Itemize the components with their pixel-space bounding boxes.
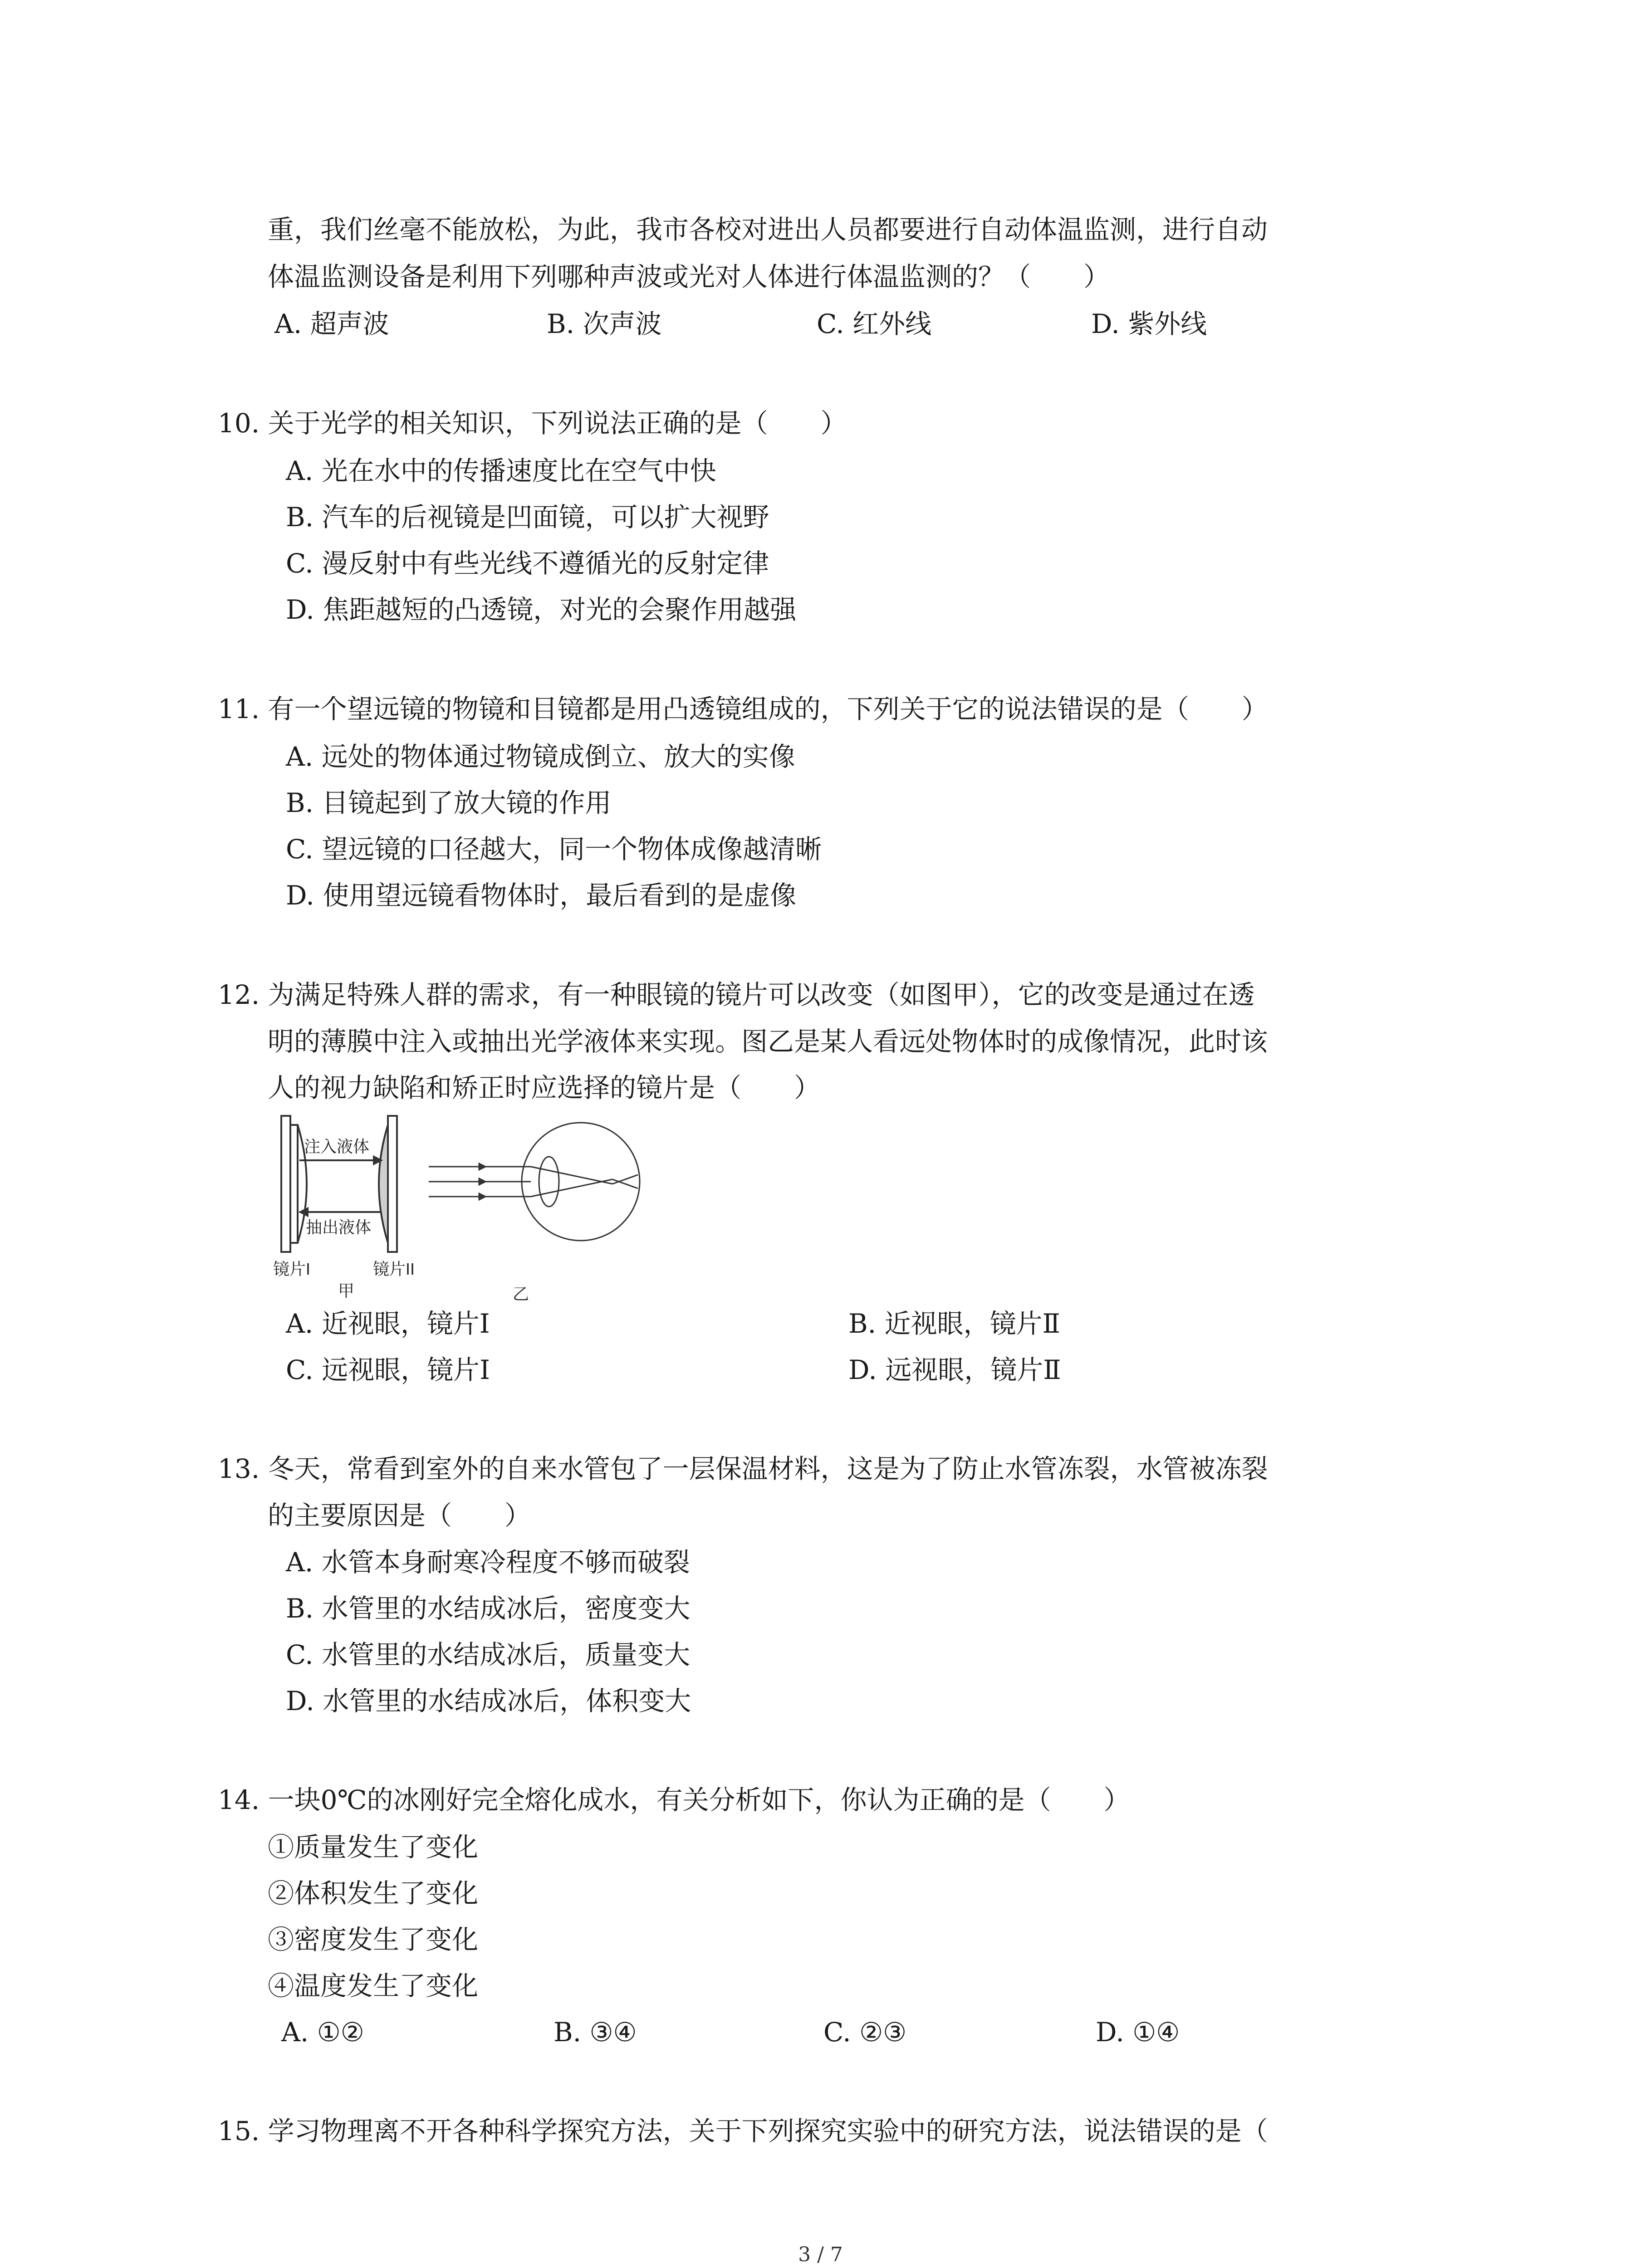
q11-option-d: D. 使用望远镜看物体时，最后看到的是虚像 [286,880,797,911]
lens-1-label: 镜片I [273,1260,311,1278]
q12-option-a: A. 近视眼，镜片Ⅰ [286,1308,490,1339]
q9-text-line-2: 体温监测设备是利用下列哪种声波或光对人体进行体温监测的？（ ） [268,261,1110,292]
q9-option-b: B. 次声波 [547,308,662,339]
q12-option-d: D. 远视眼，镜片Ⅱ [848,1354,1061,1385]
figure-jia-label: 甲 [338,1281,355,1300]
q11-option-a: A. 远处的物体通过物镜成倒立、放大的实像 [286,741,795,772]
lens-2-label: 镜片II [373,1260,415,1278]
lens-2-diagram [379,1116,397,1252]
q13-text-line-1: 13. 冬天，常看到室外的自来水管包了一层保温材料，这是为了防止水管冻裂，水管被冻裂 [218,1453,1268,1484]
fluid-arrows [299,1157,381,1216]
q13-option-b: B. 水管里的水结成冰后，密度变大 [286,1593,691,1624]
q14-item-1: ①质量发生了变化 [268,1832,479,1862]
q10-option-d: D. 焦距越短的凸透镜，对光的会聚作用越强 [286,594,797,625]
q12-text-line-1: 12. 为满足特殊人群的需求，有一种眼镜的镜片可以改变（如图甲），它的改变是通过在透 [218,979,1255,1010]
q9-text-line-1: 重，我们丝毫不能放松，为此，我市各校对进出人员都要进行自动体温监测，进行自动 [268,214,1268,245]
q10-option-b: B. 汽车的后视镜是凹面镜，可以扩大视野 [286,502,769,533]
q14-item-4: ④温度发生了变化 [268,1970,479,2001]
q13-option-d: D. 水管里的水结成冰后，体积变大 [286,1686,691,1716]
q14-option-c: C. ②③ [823,2017,907,2048]
figure-yi-label: 乙 [513,1285,529,1303]
q9-option-c: C. 红外线 [817,308,932,339]
q12-option-c: C. 远视眼，镜片Ⅰ [286,1354,490,1385]
q11-stem: 11. 有一个望远镜的物镜和目镜都是用凸透镜组成的，下列关于它的说法错误的是（ ） [218,694,1268,724]
q13-text-line-2: 的主要原因是（ ） [268,1500,531,1531]
q12-text-line-3: 人的视力缺陷和矫正时应选择的镜片是（ ） [268,1072,821,1103]
q14-item-2: ②体积发生了变化 [268,1878,479,1909]
q12-option-b: B. 近视眼，镜片Ⅱ [848,1308,1060,1339]
page-number: 3 / 7 [798,2243,843,2266]
inject-fluid-label: 注入液体 [304,1137,370,1156]
q12-text-line-2: 明的薄膜中注入或抽出光学液体来实现。图乙是某人看远处物体时的成像情况，此时该 [268,1026,1268,1057]
q10-option-c: C. 漫反射中有些光线不遵循光的反射定律 [286,548,769,579]
q13-option-a: A. 水管本身耐寒冷程度不够而破裂 [286,1547,690,1578]
q12-figure [272,1107,681,1315]
lens-1-diagram [281,1116,307,1252]
q14-item-3: ③密度发生了变化 [268,1924,479,1955]
q10-stem: 10. 关于光学的相关知识，下列说法正确的是（ ） [218,408,847,439]
q13-option-c: C. 水管里的水结成冰后，质量变大 [286,1639,691,1670]
q14-option-a: A. ①② [281,2017,364,2048]
q14-option-b: B. ③④ [554,2017,637,2048]
q11-option-c: C. 望远镜的口径越大，同一个物体成像越清晰 [286,834,822,865]
q15-stem: 15. 学习物理离不开各种科学探究方法，关于下列探究实验中的研究方法，说法错误的是（ [218,2116,1268,2146]
q10-option-a: A. 光在水中的传播速度比在空气中快 [286,455,716,486]
q14-option-d: D. ①④ [1096,2017,1180,2048]
q14-stem: 14. 一块0℃的冰刚好完全熔化成水，有关分析如下，你认为正确的是（ ） [218,1784,1130,1815]
eye-diagram [522,1123,640,1241]
light-rays [429,1163,638,1200]
q11-option-b: B. 目镜起到了放大镜的作用 [286,787,612,818]
q9-option-d: D. 紫外线 [1091,308,1207,339]
q9-option-a: A. 超声波 [274,308,389,339]
extract-fluid-label: 抽出液体 [306,1218,372,1237]
